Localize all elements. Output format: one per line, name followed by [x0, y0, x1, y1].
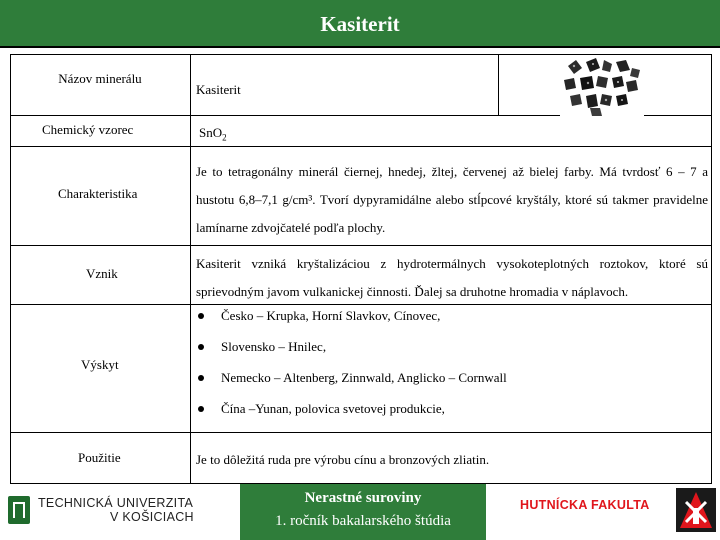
course-title: Nerastné suroviny: [304, 490, 422, 506]
list-item: Slovensko – Hnilec,: [196, 336, 507, 367]
occurrence-list: [196, 305, 507, 429]
row-divider: [10, 245, 712, 246]
bullet-icon: [198, 344, 204, 350]
origin-label: Vznik: [86, 266, 118, 281]
column-divider: [498, 54, 499, 116]
university-name-line2: V KOŠICIACH: [110, 510, 194, 524]
hutnicka-fakulta-logo-icon: [676, 488, 716, 532]
course-banner: [240, 484, 486, 540]
row-divider: [10, 432, 712, 433]
name-label: Názov minerálu: [58, 71, 142, 86]
column-divider: [190, 54, 191, 484]
mineral-crystals-photo: [560, 56, 644, 118]
course-subtitle: 1. ročník bakalarského štúdia: [275, 513, 451, 529]
origin-text: Kasiterit vzniká kryštalizáciou z hydrotermálnych vysokoteplotných roztokov, ktoré sú sprievodným javom vulkanickej činnosti. Ďalej sa druhotne hromadia v náplavoch.: [196, 256, 708, 299]
formula-label: Chemický vzorec: [42, 122, 134, 137]
usage-text: Je to dôležitá ruda pre výrobu cínu a bronzových zliatin.: [196, 452, 490, 467]
list-item: Čína –Yunan, polovica svetovej produkcie,: [196, 398, 507, 429]
university-name-line1: TECHNICKÁ UNIVERZITA: [38, 496, 194, 510]
row-divider: [10, 146, 712, 147]
occurrence-label: Výskyt: [81, 357, 119, 372]
list-item: Česko – Krupka, Horní Slavkov, Cínovec,: [196, 305, 507, 336]
characteristics-text: Je to tetragonálny minerál čiernej, hnedej, žltej, červenej až bielej farby. Má tvrdosť 6 – 7 a hustotu 6,8–7,1 g/cm³. Tvorí dypyramidálne alebo stĺpcové kryštály, ktoré sú takmer pravidelne lamínarne zdvojčatelé podľa plochy.: [196, 164, 708, 235]
tuke-logo-icon: [8, 496, 30, 524]
name-value: Kasiterit: [196, 82, 241, 97]
bullet-icon: [198, 313, 204, 319]
title-bar: [0, 0, 720, 48]
characteristics-label: Charakteristika: [58, 186, 138, 201]
usage-label: Použitie: [78, 450, 121, 465]
list-item: Nemecko – Altenberg, Zinnwald, Anglicko – Cornwall: [196, 367, 507, 398]
page-title: Kasiterit: [320, 12, 400, 36]
formula-value: SnO$_2$: [199, 125, 227, 143]
bullet-icon: [198, 375, 204, 381]
faculty-name: HUTNÍCKA FAKULTA: [520, 498, 650, 512]
bullet-icon: [198, 406, 204, 412]
